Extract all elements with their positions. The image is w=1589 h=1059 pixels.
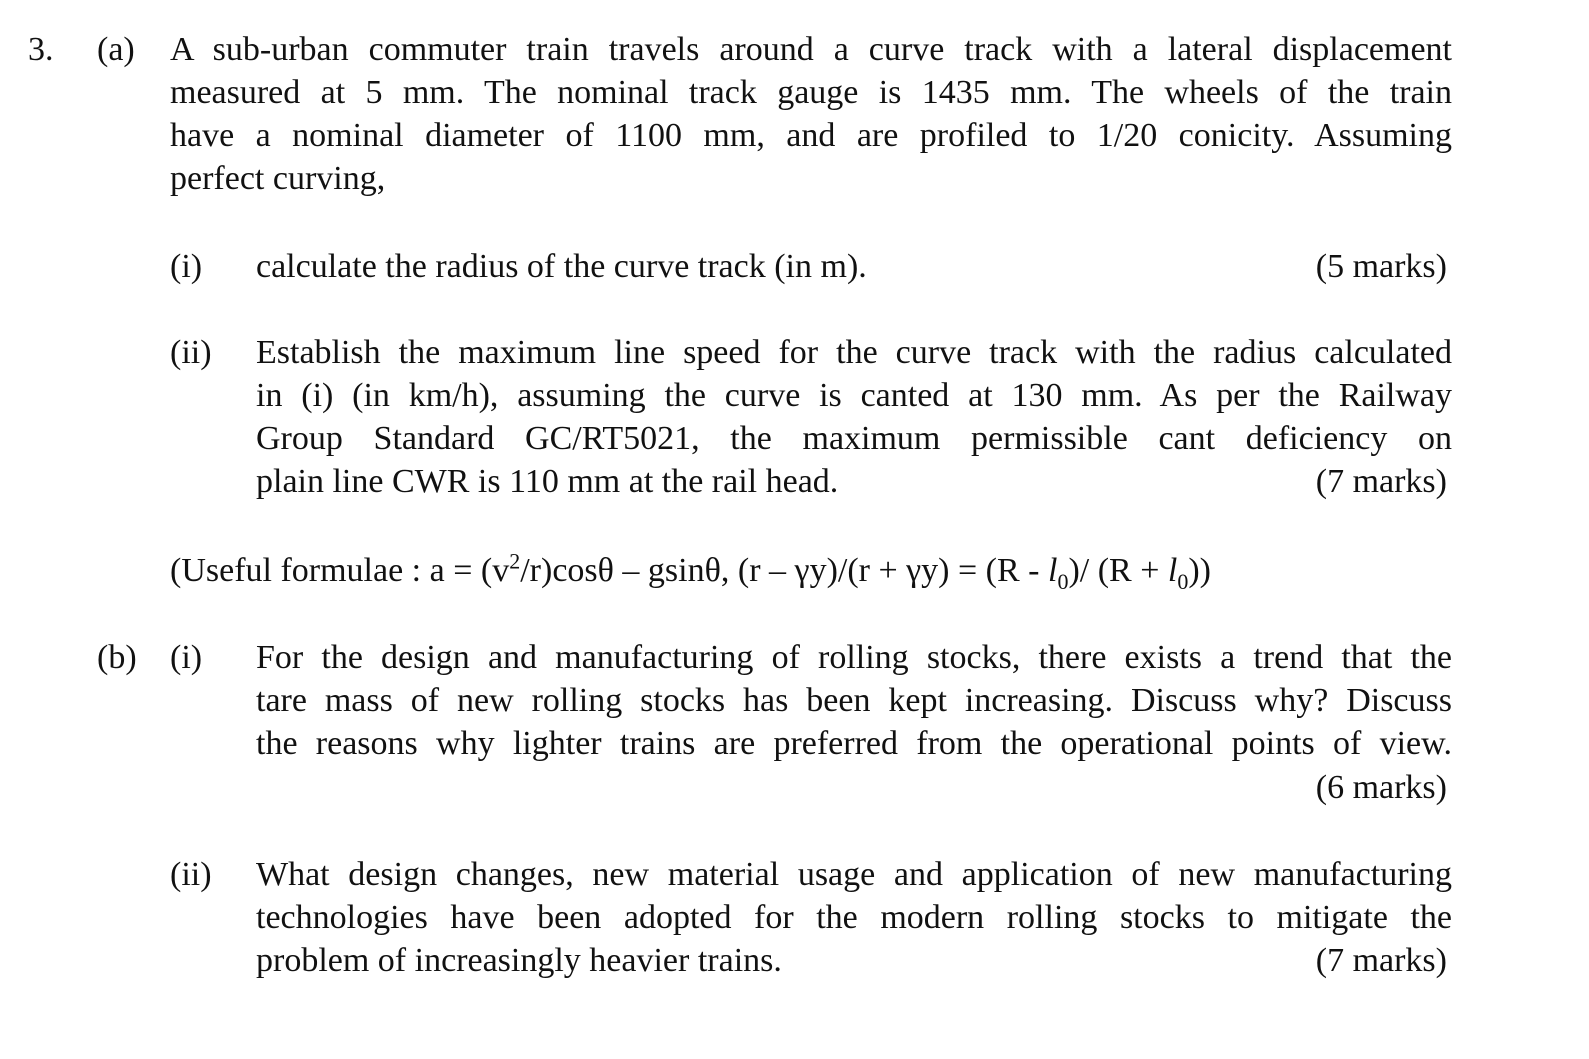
question-number: 3.: [28, 31, 54, 68]
part-a-line: measured at 5 mm. The nominal track gauge is 1435 mm. The wheels of the train: [170, 74, 1452, 111]
useful-formulae: [170, 548, 1212, 594]
b-i-line: tare mass of new rolling stocks has been kept increasing. Discuss why? Discuss: [256, 682, 1452, 719]
a-ii-label: (ii): [170, 334, 212, 371]
formula-sup: 2: [509, 548, 521, 574]
a-ii-line: Group Standard GC/RT5021, the maximum permissible cant deficiency on: [256, 420, 1452, 457]
formula-sub: 0: [1057, 568, 1069, 594]
a-i-marks: (5 marks): [1315, 248, 1447, 285]
a-ii-marks: (7 marks): [1315, 463, 1447, 500]
b-ii-line: What design changes, new material usage and application of new manufacturing: [256, 856, 1452, 893]
part-a-line: have a nominal diameter of 1100 mm, and are profiled to 1/20 conicity. Assuming: [170, 117, 1452, 154]
b-i-line: For the design and manufacturing of rolling stocks, there exists a trend that the: [256, 639, 1452, 676]
formula-text: )): [1188, 552, 1212, 589]
formula-text: )/ (R +: [1068, 552, 1168, 589]
b-i-line: the reasons why lighter trains are preferred from the operational points of view.: [256, 725, 1452, 762]
b-ii-line: technologies have been adopted for the modern rolling stocks to mitigate the: [256, 899, 1452, 936]
formula-text: (Useful formulae : a = (v: [170, 552, 510, 589]
part-a-label: (a): [97, 31, 135, 68]
part-a-line: A sub-urban commuter train travels around a curve track with a lateral displacement: [170, 31, 1452, 68]
part-a-line: perfect curving,: [170, 160, 386, 197]
a-ii-line: Establish the maximum line speed for the curve track with the radius calculated: [256, 334, 1452, 371]
a-i-text: calculate the radius of the curve track (in m).: [256, 248, 867, 285]
b-ii-marks: (7 marks): [1315, 942, 1447, 979]
a-i-label: (i): [170, 248, 203, 285]
b-i-marks: (6 marks): [1315, 769, 1447, 806]
formula-sub: 0: [1177, 568, 1189, 594]
b-ii-line: problem of increasingly heavier trains.: [256, 942, 782, 979]
b-ii-label: (ii): [170, 856, 212, 893]
b-i-label: (i): [170, 639, 203, 676]
formula-var: l: [1048, 552, 1058, 589]
a-ii-line: in (i) (in km/h), assuming the curve is canted at 130 mm. As per the Railway: [256, 377, 1452, 414]
part-b-label: (b): [97, 639, 137, 676]
formula-var: l: [1167, 552, 1178, 589]
a-ii-line: plain line CWR is 110 mm at the rail head.: [256, 463, 839, 500]
formula-text: /r)cosθ – gsinθ, (r – γy)/(r + γy) = (R -: [520, 552, 1048, 589]
